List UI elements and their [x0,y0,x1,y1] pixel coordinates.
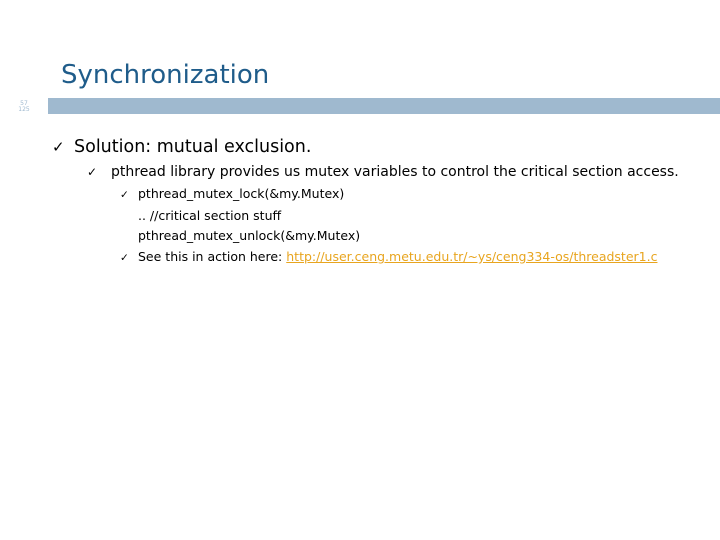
bullet-lock [120,186,344,201]
slide-number-top: 57 [20,100,28,107]
checkmark-icon: ✓ [120,189,129,201]
slide-title: Synchronization [61,60,270,90]
bullet-solution-text: Solution: mutual exclusion. [74,137,312,157]
bullet-pthread-text: pthread library provides us mutex variables to control the critical section access. [111,164,679,180]
checkmark-icon: ✓ [52,138,65,156]
see-in-action-text [138,249,657,264]
checkmark-icon: ✓ [120,252,129,264]
see-in-action-prefix: See this in action here: [138,249,287,264]
bullet-pthread [87,164,679,180]
code-lock-line: pthread_mutex_lock(&my.Mutex) [138,186,345,201]
slide-number-bottom: 125 [18,106,30,113]
title-bar [48,98,720,114]
checkmark-icon: ✓ [87,165,98,179]
bullet-see-in-action [120,249,657,264]
threadster-link[interactable]: http://user.ceng.metu.edu.tr/~ys/ceng334-os/threadster1.c [286,249,658,264]
code-critical-section-line: .. //critical section stuff [138,208,282,223]
slide-number [8,101,40,113]
code-unlock-line: pthread_mutex_unlock(&my.Mutex) [138,228,361,243]
bullet-solution [52,137,311,157]
